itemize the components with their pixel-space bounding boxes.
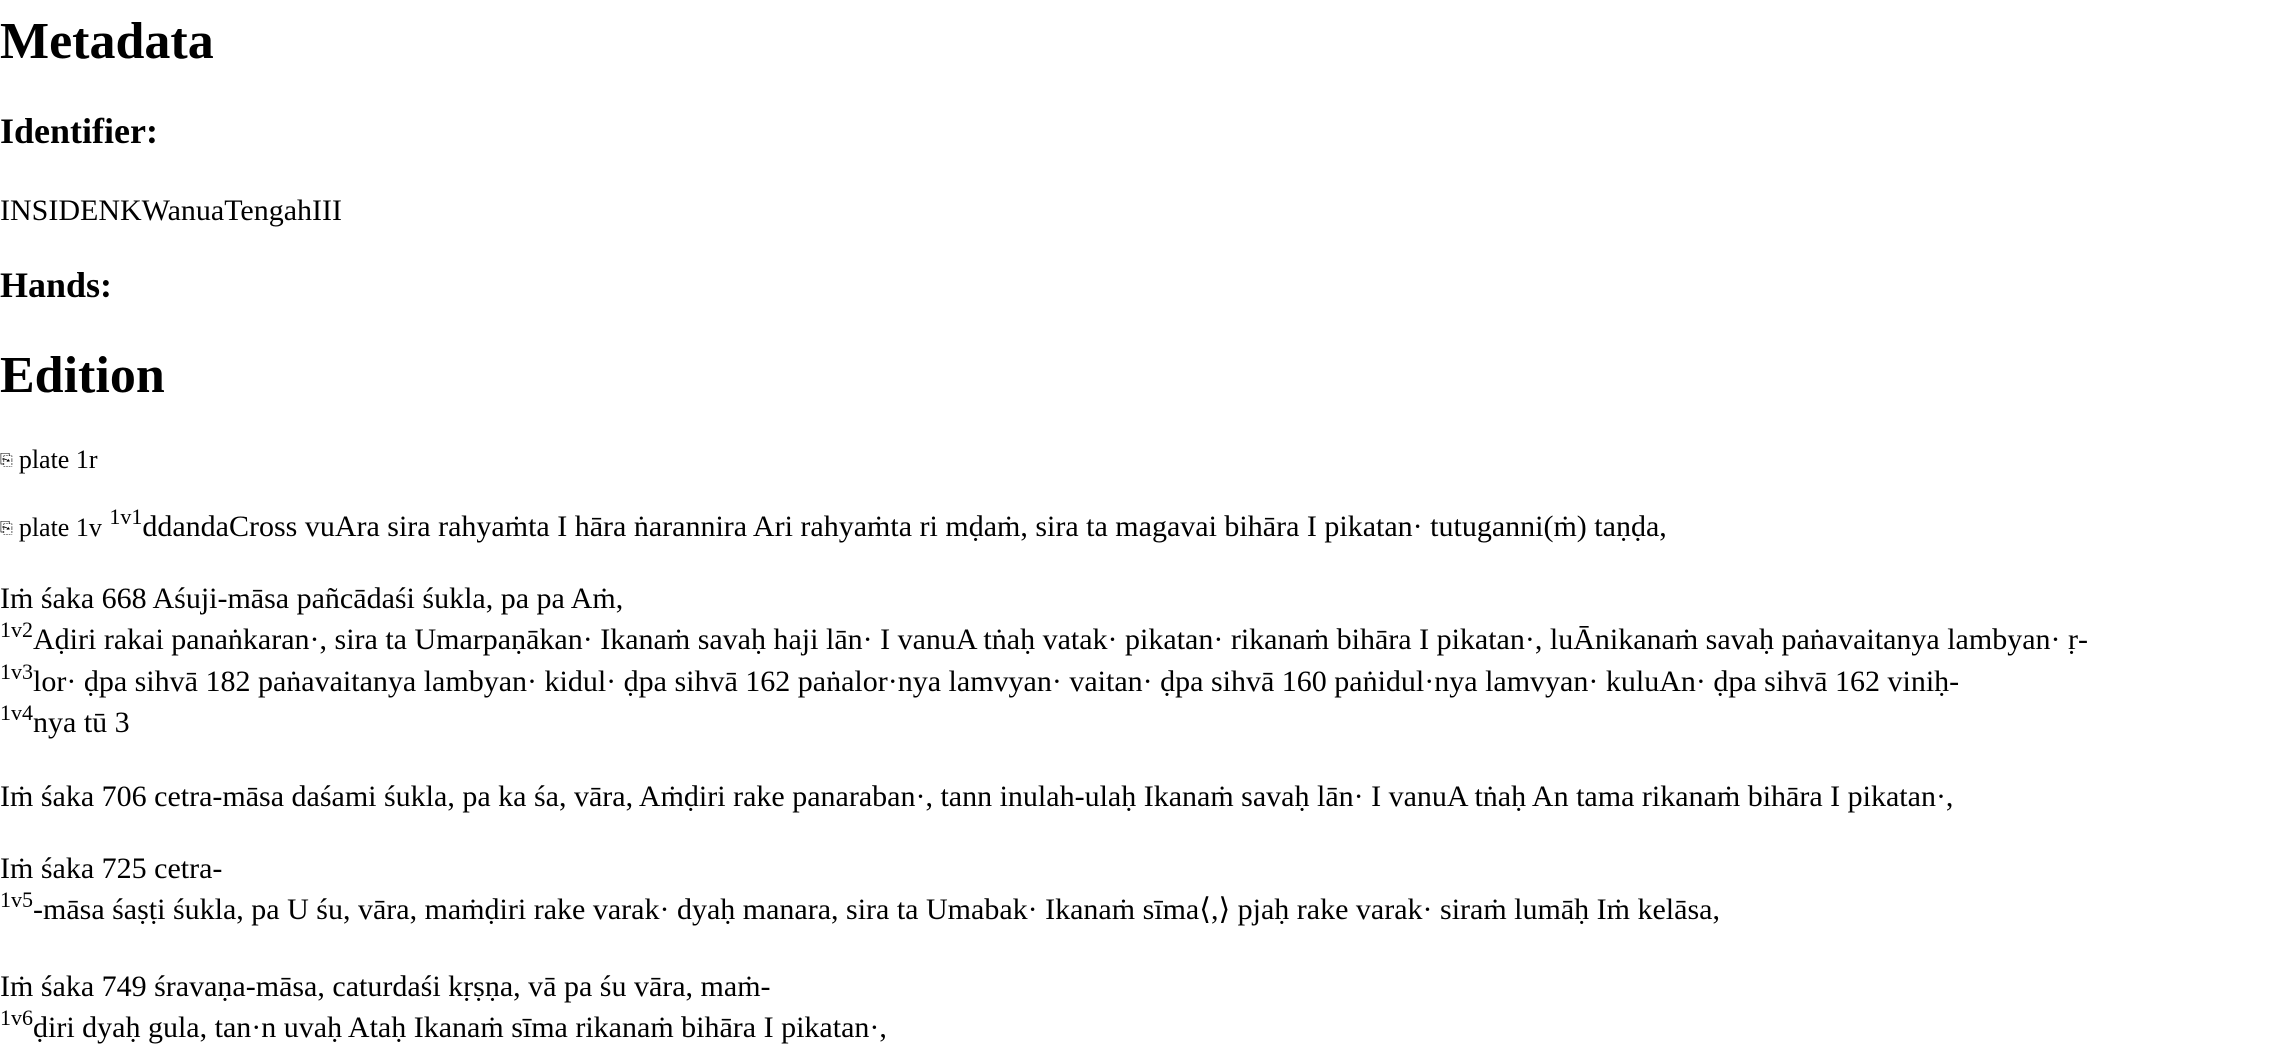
line-text: lor· ḍpa sihvā 182 paṅavaitanya lambyan· kidul· ḍpa sihvā 162 paṅalor·nya lamvyan· vaitan· ḍpa sihvā 160 paṅidul·nya lamvyan· kuluAn· ḍpa sihvā 162 viniḥ- [33, 664, 1960, 698]
metadata-heading: Metadata [0, 13, 214, 70]
identifier-value: INSIDENKWanuaTengahIII [0, 194, 343, 227]
edition-line-1v2 [0, 619, 2088, 660]
line-number: 1v2 [0, 617, 33, 643]
edition-paragraph [0, 848, 1720, 931]
hands-label: Hands: [0, 265, 113, 305]
paragraph-intro: Iṁ śaka 725 cetra- [0, 852, 223, 885]
edition-line-1v5 [0, 889, 1720, 930]
plate-1r-link[interactable] [0, 442, 98, 478]
line-text: ḍiri dyaḥ gula, tan·n uvaḥ Ataḥ Ikanaṁ sīma rikanaṁ bihāra I pikatan·, [33, 1011, 887, 1045]
line-text: Aḍiri rakai panaṅkaran·, sira ta Umarpaṇākan· Ikanaṁ savaḥ haji lān· I vanuA tṅaḥ vatak· pikatan· rikanaṁ bihāra I pikatan·, luĀnikanaṁ savaḥ paṅavaitanya lambyan· ṛ- [33, 623, 2088, 657]
line-number: 1v3 [0, 658, 33, 684]
line-text: -māsa śaṣṭi śukla, pa U śu, vāra, maṁḍiri rake varak· dyaḥ manara, sira ta Umabak· Ikanaṁ sīma⟨,⟩ pjaḥ rake varak· siraṁ lumāḥ Iṁ kelāsa, [33, 893, 1720, 927]
identifier-label: Identifier: [0, 111, 158, 151]
paragraph-intro: Iṁ śaka 749 śravaṇa-māsa, caturdaśi kṛṣṇa, vā pa śu vāra, maṁ- [0, 970, 771, 1003]
plate-1v-label: plate 1v [18, 513, 102, 542]
plate-1v-link[interactable] [0, 513, 102, 542]
line-number: 1v6 [0, 1005, 33, 1031]
edition-line-1v1 [0, 503, 1667, 547]
line-text: nya tū 3 [33, 706, 130, 740]
edition-line-1v6 [0, 1007, 887, 1048]
edition-paragraph: Iṁ śaka 706 cetra-māsa daśami śukla, pa ka śa, vāra, Aṁḍiri rake panaraban·, tann inulah-ulaḥ Ikanaṁ savaḥ lān· I vanuA tṅaḥ An tama rikanaṁ bihāra I pikatan·, [0, 780, 1954, 813]
edition-paragraph [0, 578, 2088, 744]
line-number: 1v1 [109, 503, 143, 529]
line-number: 1v4 [0, 700, 33, 726]
edition-paragraph [0, 966, 887, 1049]
edition-line-1v4 [0, 702, 2088, 743]
edition-heading: Edition [0, 347, 165, 404]
edition-line-1v3 [0, 658, 2088, 702]
paragraph-intro: Iṁ śaka 668 Aśuji-māsa pañcādaśi śukla, pa pa Aṁ, [0, 582, 624, 615]
line-number: 1v5 [0, 887, 33, 913]
image-icon: ⎘ [0, 519, 13, 537]
image-icon: ⎘ [0, 451, 13, 469]
line-text: ddandaCross vuAra sira rahyaṁta I hāra ṅarannira Ari rahyaṁta ri mḍaṁ, sira ta magavai bihāra I pikatan· tutuganni(ṁ) taṇḍa, [142, 510, 1667, 543]
plate-1r-label: plate 1r [18, 445, 98, 474]
